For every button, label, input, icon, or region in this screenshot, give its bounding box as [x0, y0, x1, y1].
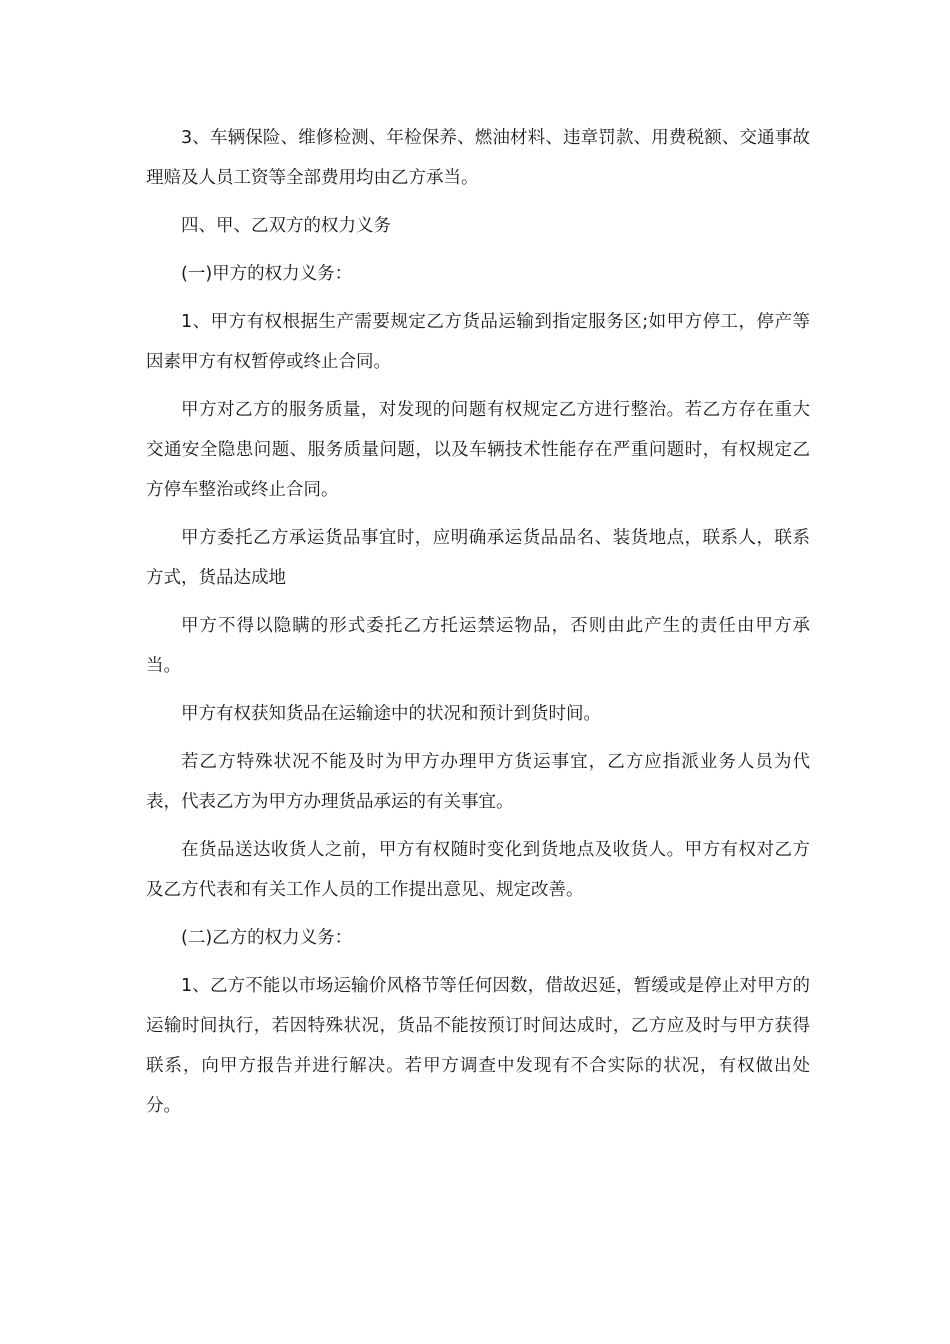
paragraph-party-a-3: 甲方委托乙方承运货品事宜时，应明确承运货品品名、装货地点，联系人，联系方式，货品达成地	[146, 528, 810, 588]
paragraph-party-a-2: 甲方对乙方的服务质量，对发现的问题有权规定乙方进行整治。若乙方存在重大交通安全隐患问题、服务质量问题，以及车辆技术性能存在严重问题时，有权规定乙方停车整治或终止合同。	[146, 400, 810, 500]
paragraph-party-a-4: 甲方不得以隐瞒的形式委托乙方托运禁运物品，否则由此产生的责任由甲方承当。	[146, 616, 810, 676]
paragraph-party-a-6: 若乙方特殊状况不能及时为甲方办理甲方货运事宜，乙方应指派业务人员为代表，代表乙方为甲方办理货品承运的有关事宜。	[146, 752, 810, 812]
subsection-heading-party-a: (一)甲方的权力义务：	[181, 264, 353, 284]
paragraph-party-b-1: 1、乙方不能以市场运输价风格节等任何因数，借故迟延，暂缓或是停止对甲方的运输时间执行，若因特殊状况，货品不能按预订时间达成时，乙方应及时与甲方获得联系，向甲方报告并进行解决。若甲方调查中发现有不合实际的状况，有权做出处分。	[146, 976, 810, 1116]
paragraph-fee-clause: 3、车辆保险、维修检测、年检保养、燃油材料、违章罚款、用费税额、交通事故理赔及人员工资等全部费用均由乙方承当。	[146, 128, 810, 188]
paragraph-party-a-7: 在货品送达收货人之前，甲方有权随时变化到货地点及收货人。甲方有权对乙方及乙方代表和有关工作人员的工作提出意见、规定改善。	[146, 840, 810, 900]
paragraph-party-a-1: 1、甲方有权根据生产需要规定乙方货品运输到指定服务区;如甲方停工，停产等因素甲方有权暂停或终止合同。	[146, 312, 810, 372]
subsection-heading-party-b: (二)乙方的权力义务：	[181, 928, 353, 948]
section-heading-rights: 四、甲、乙双方的权力义务	[181, 216, 391, 236]
paragraph-party-a-5: 甲方有权获知货品在运输途中的状况和预计到货时间。	[181, 704, 601, 724]
document-body	[146, 118, 810, 1134]
